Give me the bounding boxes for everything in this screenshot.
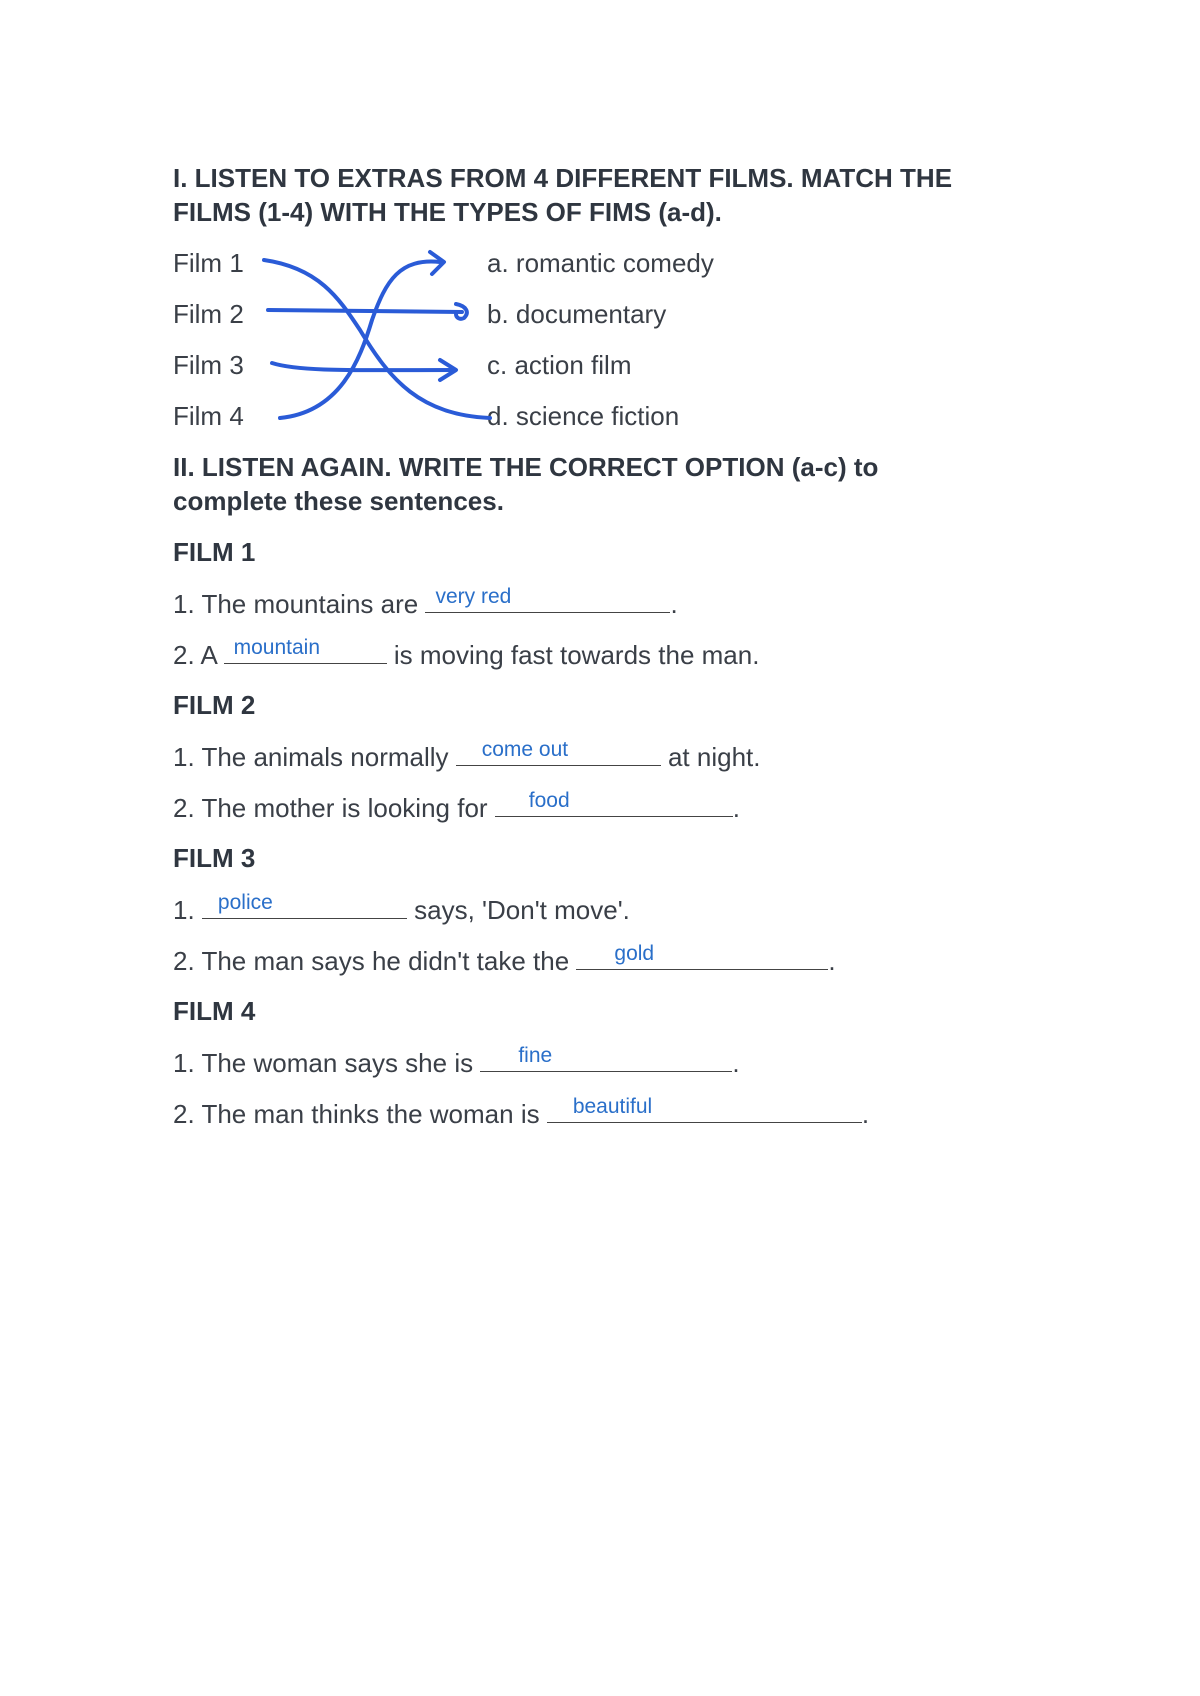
sentence-text: at night. <box>660 742 761 772</box>
film-label-4: Film 4 <box>173 401 244 431</box>
sentence-text: . <box>732 1048 740 1078</box>
part1-heading-line2: FILMS (1-4) WITH THE TYPES OF FIMS (a-d). <box>173 197 722 227</box>
match-line-film2 <box>268 310 462 312</box>
answer-blank[interactable] <box>480 1045 732 1072</box>
answer-blank[interactable] <box>425 586 670 613</box>
answer-blank[interactable] <box>224 637 387 664</box>
sentence-text: 1. <box>173 895 202 925</box>
sentence-text: 1. The mountains are <box>173 589 426 619</box>
match-line-film3 <box>272 363 455 370</box>
film1-sentence-1 <box>173 586 678 621</box>
film-label-2: Film 2 <box>173 299 244 329</box>
film-label-3: Film 3 <box>173 350 244 380</box>
option-a: a. romantic comedy <box>487 248 714 278</box>
sentence-text: 2. The man says he didn't take the <box>173 946 577 976</box>
sentence-text: . <box>828 946 836 976</box>
answer-blank[interactable] <box>456 739 661 766</box>
film2-sentence-2 <box>173 790 740 825</box>
film4-sentence-1 <box>173 1045 740 1080</box>
handwritten-answer: come out <box>481 738 569 761</box>
sentence-text: . <box>670 589 678 619</box>
sentence-text: 1. The woman says she is <box>173 1048 481 1078</box>
answer-blank[interactable] <box>202 892 407 919</box>
film2-sentence-1 <box>173 739 760 774</box>
match-line-film1 <box>264 260 490 418</box>
option-b: b. documentary <box>487 299 667 329</box>
sentence-text: 1. The animals normally <box>173 742 456 772</box>
film-label-1: Film 1 <box>173 248 244 278</box>
answer-blank[interactable] <box>495 790 733 817</box>
handwritten-answer: beautiful <box>572 1095 653 1118</box>
sentence-text: says, 'Don't move'. <box>406 895 630 925</box>
film4-sentence-2 <box>173 1096 869 1131</box>
film3-sentence-2 <box>173 943 836 978</box>
sentence-text: 2. The man thinks the woman is <box>173 1099 547 1129</box>
handwritten-answer: very red <box>435 585 512 608</box>
part1-heading-line1: I. LISTEN TO EXTRAS FROM 4 DIFFERENT FILMS. MATCH THE <box>173 163 953 193</box>
option-c: c. action film <box>487 350 632 380</box>
sentence-text: 2. A <box>173 640 224 670</box>
handwritten-answer: fine <box>518 1044 553 1067</box>
option-d: d. science fiction <box>487 401 680 431</box>
film2-title: FILM 2 <box>173 690 256 720</box>
part2-heading-line2: complete these sentences. <box>173 486 504 516</box>
sentence-text: 2. The mother is looking for <box>173 793 495 823</box>
handwritten-answer: mountain <box>233 636 320 659</box>
part2-heading-line1: II. LISTEN AGAIN. WRITE THE CORRECT OPTION (a-c) to <box>173 452 879 482</box>
film3-sentence-1 <box>173 892 630 927</box>
film4-title: FILM 4 <box>173 996 256 1026</box>
answer-blank[interactable] <box>547 1096 862 1123</box>
sentence-text: . <box>861 1099 870 1129</box>
handwritten-answer: food <box>528 789 570 812</box>
handwritten-answer: gold <box>614 942 655 965</box>
handwritten-answer: police <box>217 891 273 914</box>
film1-title: FILM 1 <box>173 537 256 567</box>
sentence-text: is moving fast towards the man. <box>386 640 760 670</box>
sentence-text: . <box>732 793 741 823</box>
answer-blank[interactable] <box>576 943 828 970</box>
film3-title: FILM 3 <box>173 843 256 873</box>
film1-sentence-2 <box>173 637 759 672</box>
